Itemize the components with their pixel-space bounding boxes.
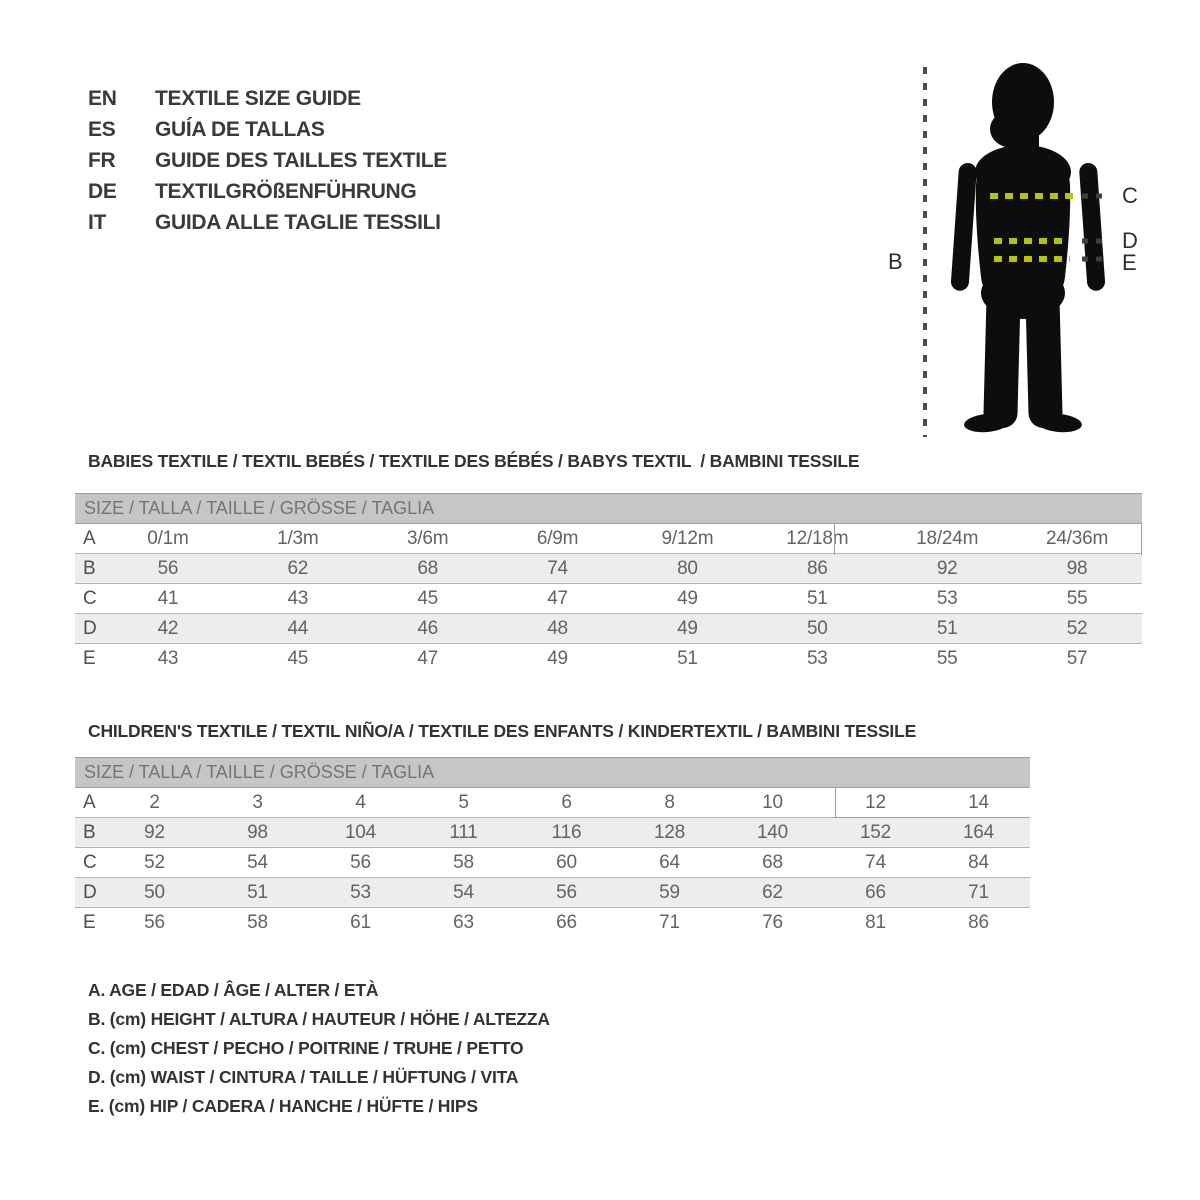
- table-cell: 76: [762, 911, 783, 933]
- table-cell: 164: [962, 821, 995, 843]
- table-cell: 53: [936, 587, 958, 609]
- children-table-body: [75, 788, 1030, 937]
- table-cell: 66: [556, 911, 577, 933]
- table-cell: 51: [936, 617, 958, 639]
- table-cell: 6: [561, 791, 572, 813]
- language-code: FR: [88, 148, 116, 172]
- table-row: [75, 643, 1142, 673]
- language-row-it: [88, 207, 447, 238]
- table-row: [75, 583, 1142, 613]
- row-label: C: [83, 587, 97, 609]
- table-cell: 50: [806, 617, 828, 639]
- table-cell: 49: [677, 617, 698, 639]
- language-title: GUIDA ALLE TAGLIE TESSILI: [155, 210, 441, 234]
- language-row-fr: [88, 145, 447, 176]
- table-cell: 9/12m: [661, 527, 714, 549]
- table-cell: 57: [1066, 647, 1088, 669]
- table-cell: 62: [287, 557, 309, 579]
- table-cell: 2: [149, 791, 160, 813]
- table-cell: 47: [547, 587, 568, 609]
- table-cell: 47: [417, 647, 439, 669]
- row-label: C: [83, 851, 97, 873]
- table-cell: 64: [659, 851, 680, 873]
- table-cell: 92: [936, 557, 958, 579]
- figure-label-hip: E: [1122, 250, 1137, 275]
- table-cell: 49: [677, 587, 698, 609]
- table-row: [75, 524, 1142, 553]
- table-cell: 53: [350, 881, 371, 903]
- table-cell: 152: [859, 821, 892, 843]
- table-cell: 140: [756, 821, 789, 843]
- language-title: TEXTILGRÖßENFÜHRUNG: [155, 179, 417, 203]
- table-cell: 51: [677, 647, 698, 669]
- babies-table: [75, 493, 1142, 673]
- table-cell: 6/9m: [536, 527, 579, 549]
- table-cell: 55: [1066, 587, 1088, 609]
- legend-item: C. (cm) CHEST / PECHO / POITRINE / TRUHE / PETTO: [88, 1038, 524, 1058]
- babies-heading: BABIES TEXTILE / TEXTIL BEBÉS / TEXTILE DES BÉBÉS / BABYS TEXTIL / BAMBINI TESSILE: [88, 451, 860, 471]
- table-cell: 43: [157, 647, 179, 669]
- table-cell: 104: [344, 821, 377, 843]
- table-cell: 56: [144, 911, 165, 933]
- child-silhouette-icon: [860, 45, 1200, 445]
- figure-label-waist: D: [1122, 228, 1138, 253]
- table-cell: 111: [449, 821, 478, 843]
- table-cell: 45: [287, 647, 309, 669]
- table-cell: 80: [677, 557, 698, 579]
- language-row-en: [88, 83, 447, 114]
- table-cell: 86: [968, 911, 989, 933]
- table-cell: 98: [247, 821, 268, 843]
- table-cell: 54: [247, 851, 268, 873]
- table-cell: 52: [144, 851, 165, 873]
- table-cell: 4: [355, 791, 366, 813]
- figure-label-chest: C: [1122, 183, 1138, 208]
- table-cell: 116: [551, 821, 582, 843]
- table-cell: 53: [806, 647, 828, 669]
- babies-table-body: [75, 524, 1142, 673]
- language-row-es: [88, 114, 447, 145]
- table-row: [75, 788, 1030, 817]
- language-code: ES: [88, 117, 116, 141]
- table-cell: 46: [417, 617, 439, 639]
- table-cell: 51: [247, 881, 268, 903]
- table-cell: 98: [1066, 557, 1088, 579]
- table-cell: 71: [968, 881, 989, 903]
- table-cell: 61: [350, 911, 371, 933]
- table-cell: 128: [653, 821, 686, 843]
- table-cell: 49: [547, 647, 568, 669]
- row-label: E: [83, 911, 96, 933]
- legend-item: B. (cm) HEIGHT / ALTURA / HAUTEUR / HÖHE / ALTEZZA: [88, 1009, 550, 1029]
- legend-item: E. (cm) HIP / CADERA / HANCHE / HÜFTE / HIPS: [88, 1096, 478, 1116]
- language-title: GUÍA DE TALLAS: [155, 117, 325, 141]
- table-cell: 54: [453, 881, 474, 903]
- children-table: [75, 757, 1030, 937]
- table-cell: 68: [417, 557, 439, 579]
- table-cell: 18/24m: [916, 527, 979, 549]
- table-cell: 43: [287, 587, 309, 609]
- table-cell: 66: [865, 881, 886, 903]
- table-cell: 8: [664, 791, 675, 813]
- table-cell: 59: [659, 881, 680, 903]
- table-row: [75, 553, 1142, 583]
- table-cell: 58: [247, 911, 268, 933]
- row-label: A: [83, 527, 96, 549]
- table-row: [75, 847, 1030, 877]
- table-cell: 48: [547, 617, 568, 639]
- table-cell: 12/18m: [786, 527, 849, 549]
- row-label: D: [83, 881, 97, 903]
- table-row: [75, 613, 1142, 643]
- table-cell: 3/6m: [406, 527, 449, 549]
- row-label: B: [83, 821, 96, 843]
- table-cell: 71: [659, 911, 680, 933]
- row-label: B: [83, 557, 96, 579]
- table-cell: 56: [157, 557, 179, 579]
- language-code: IT: [88, 210, 107, 234]
- table-cell: 45: [417, 587, 439, 609]
- children-size-header: SIZE / TALLA / TAILLE / GRÖSSE / TAGLIA: [75, 757, 1030, 788]
- table-cell: 41: [157, 587, 179, 609]
- language-code: DE: [88, 179, 117, 203]
- table-cell: 68: [762, 851, 783, 873]
- row-label: E: [83, 647, 96, 669]
- table-cell: 1/3m: [277, 527, 319, 549]
- table-cell: 81: [865, 911, 886, 933]
- silhouette-shape: [950, 63, 1105, 434]
- table-row: [75, 877, 1030, 907]
- table-row: [75, 907, 1030, 937]
- table-cell: 86: [806, 557, 828, 579]
- table-cell: 5: [458, 791, 469, 813]
- table-cell: 60: [556, 851, 577, 873]
- table-cell: 62: [762, 881, 783, 903]
- measurement-legend: [88, 976, 550, 1121]
- table-cell: 74: [547, 557, 568, 579]
- table-cell: 56: [556, 881, 577, 903]
- table-cell: 63: [453, 911, 474, 933]
- language-row-de: [88, 176, 447, 207]
- table-cell: 74: [865, 851, 886, 873]
- language-title: TEXTILE SIZE GUIDE: [155, 86, 361, 110]
- table-cell: 10: [762, 791, 783, 813]
- table-cell: 56: [350, 851, 371, 873]
- babies-size-header: SIZE / TALLA / TAILLE / GRÖSSE / TAGLIA: [75, 493, 1142, 524]
- table-cell: 50: [144, 881, 165, 903]
- table-cell: 58: [453, 851, 474, 873]
- table-cell: 55: [936, 647, 958, 669]
- table-cell: 0/1m: [147, 527, 189, 549]
- table-row: [75, 817, 1030, 847]
- language-title: GUIDE DES TAILLES TEXTILE: [155, 148, 447, 172]
- table-cell: 3: [252, 791, 263, 813]
- row-label: A: [83, 791, 96, 813]
- figure-label-height: B: [888, 249, 903, 274]
- children-heading: CHILDREN'S TEXTILE / TEXTIL NIÑO/A / TEXTILE DES ENFANTS / KINDERTEXTIL / BAMBINI TESSILE: [88, 721, 917, 741]
- table-cell: 14: [968, 791, 989, 813]
- row-label: D: [83, 617, 97, 639]
- measurement-figure: [860, 45, 1200, 445]
- language-code: EN: [88, 86, 117, 110]
- table-cell: 84: [968, 851, 989, 873]
- table-cell: 52: [1066, 617, 1088, 639]
- table-cell: 42: [157, 617, 179, 639]
- legend-item: A. AGE / EDAD / ÂGE / ALTER / ETÀ: [88, 980, 379, 1000]
- table-cell: 92: [144, 821, 165, 843]
- table-cell: 44: [287, 617, 309, 639]
- table-cell: 12: [865, 791, 886, 813]
- legend-item: D. (cm) WAIST / CINTURA / TAILLE / HÜFTUNG / VITA: [88, 1067, 519, 1087]
- table-cell: 51: [806, 587, 828, 609]
- table-cell: 24/36m: [1045, 527, 1109, 549]
- language-list: [88, 83, 447, 238]
